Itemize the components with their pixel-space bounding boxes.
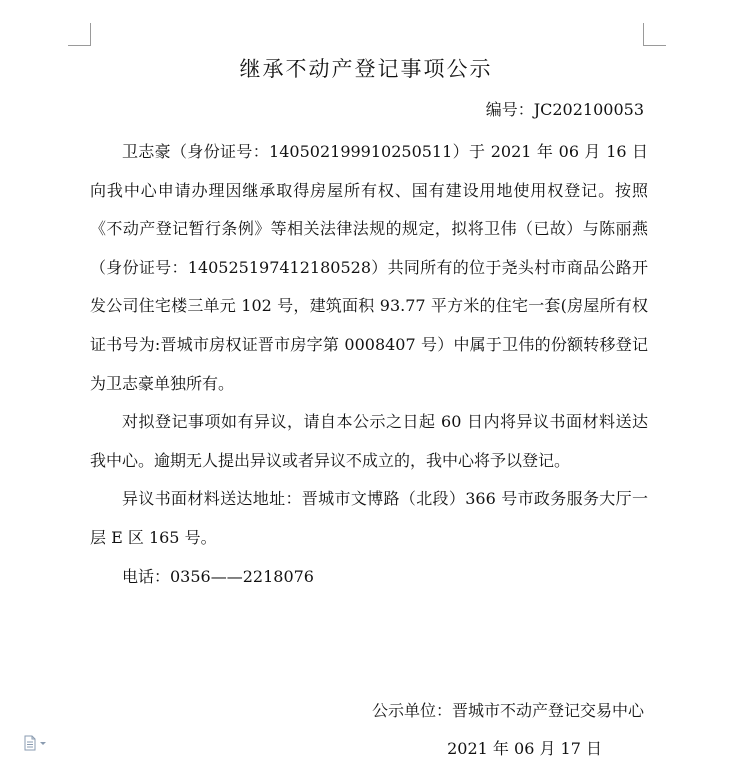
paragraph-objection: 对拟登记事项如有异议，请自本公示之日起 60 日内将异议书面材料送达我中心。逾期无人提出异议或者异议不成立的，我中心将予以登记。 — [90, 412, 648, 470]
document-body — [90, 133, 648, 596]
corner-mark-top-left — [68, 23, 91, 46]
issue-date: 2021 年 06 月 17 日 — [447, 739, 602, 758]
paragraph-address: 异议书面材料送达地址：晋城市文博路（北段）366 号市政务服务大厅一层 E 区 165 号。 — [90, 489, 648, 547]
document-title: 继承不动产登记事项公示 — [239, 57, 493, 81]
issuing-unit: 公示单位：晋城市不动产登记交易中心 — [371, 701, 644, 720]
paragraph-main: 卫志豪（身份证号：140502199910250511）于 2021 年 06 月 16 日向我中心申请办理因继承取得房屋所有权、国有建设用地使用权登记。按照《不动产登记暂行条例》等相关法律法规的规定，拟将卫伟（已故）与陈丽燕（身份证号：140525197412180528）共同所有的位于尧头村市商品公路开发公司住宅楼三单元 102 号，建筑面积 93.77 平方米的住宅一套(房屋所有权证书号为:晋城市房权证晋市房字第 0008407 号）中属于卫伟的份额转移登记为卫志豪单独所有。 — [90, 142, 648, 393]
document-number: 编号：JC202100053 — [485, 100, 644, 119]
corner-mark-top-right — [643, 23, 666, 46]
phone-line: 电话：0356——2218076 — [122, 566, 314, 586]
document-icon[interactable] — [23, 735, 49, 751]
